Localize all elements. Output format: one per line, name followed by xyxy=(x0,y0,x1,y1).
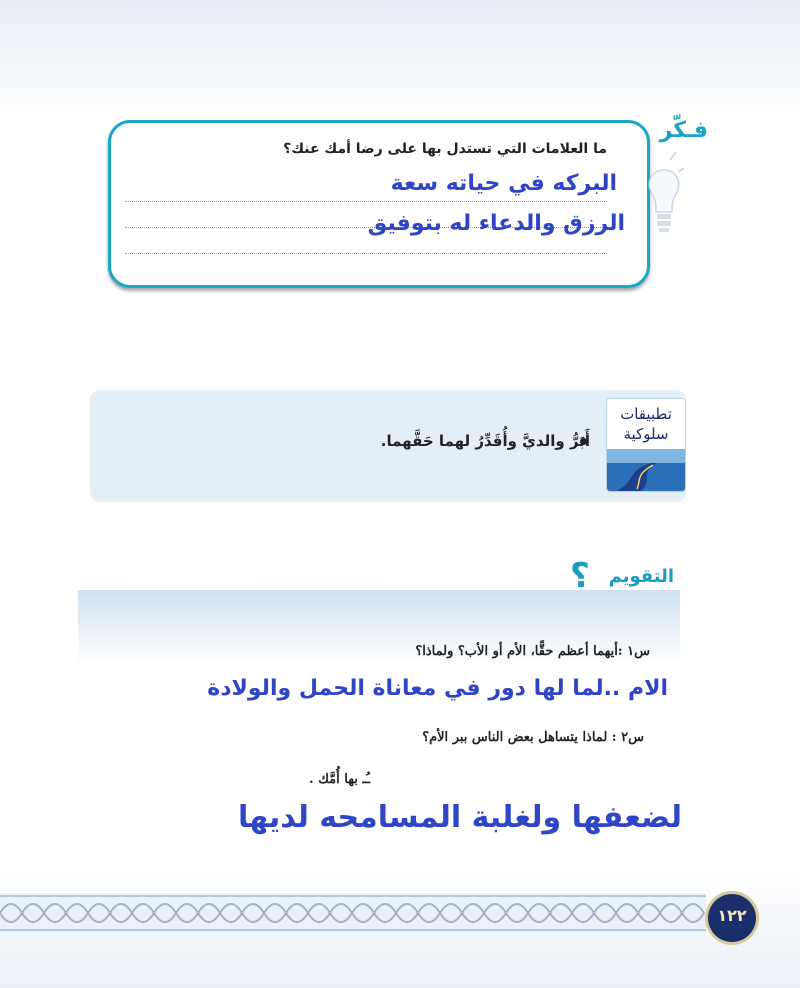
evaluation-title: التقويم xyxy=(608,566,674,587)
page-number: ١٢٢ xyxy=(717,906,747,925)
answer-2: لضعفها ولغلبة المسامحه لديها xyxy=(237,800,682,835)
badge-title-2: سلوكية xyxy=(623,425,669,443)
road-icon xyxy=(607,449,685,491)
think-box xyxy=(108,120,650,288)
think-label: فـكّر xyxy=(659,118,708,143)
behavior-text: أَبَرُّ والديَّ وأُقَدِّرُ لهما حَقَّهما. xyxy=(380,432,590,450)
answer-line xyxy=(125,253,607,254)
answer-1: الام ..لما لها دور في معاناة الحمل والولادة xyxy=(207,676,668,701)
think-answer-2: الرزق والدعاء له بتوفيق xyxy=(367,211,625,236)
question-mark-icon: ؟ xyxy=(570,556,590,596)
badge-title-1: تطبيقات xyxy=(620,405,672,423)
think-question: ما العلامات التي تستدل بها على رضا أمك عنك؟ xyxy=(283,141,607,157)
partial-text: ـُـ بها أُمَّك . xyxy=(309,772,370,787)
evaluation-band xyxy=(78,590,680,830)
lightbulb-icon xyxy=(644,150,684,240)
behavior-badge xyxy=(606,398,686,492)
question-2: س٢ : لماذا يتساهل بعض الناس ببر الأم؟ xyxy=(422,730,644,745)
think-answer-1: البركه في حياته سعة xyxy=(390,171,617,196)
question-1: س١ :أيهما أعظم حقًّا، الأم أو الأب؟ ولماذا؟ xyxy=(415,644,650,659)
ornamental-border xyxy=(0,893,706,933)
answer-line xyxy=(125,201,607,202)
